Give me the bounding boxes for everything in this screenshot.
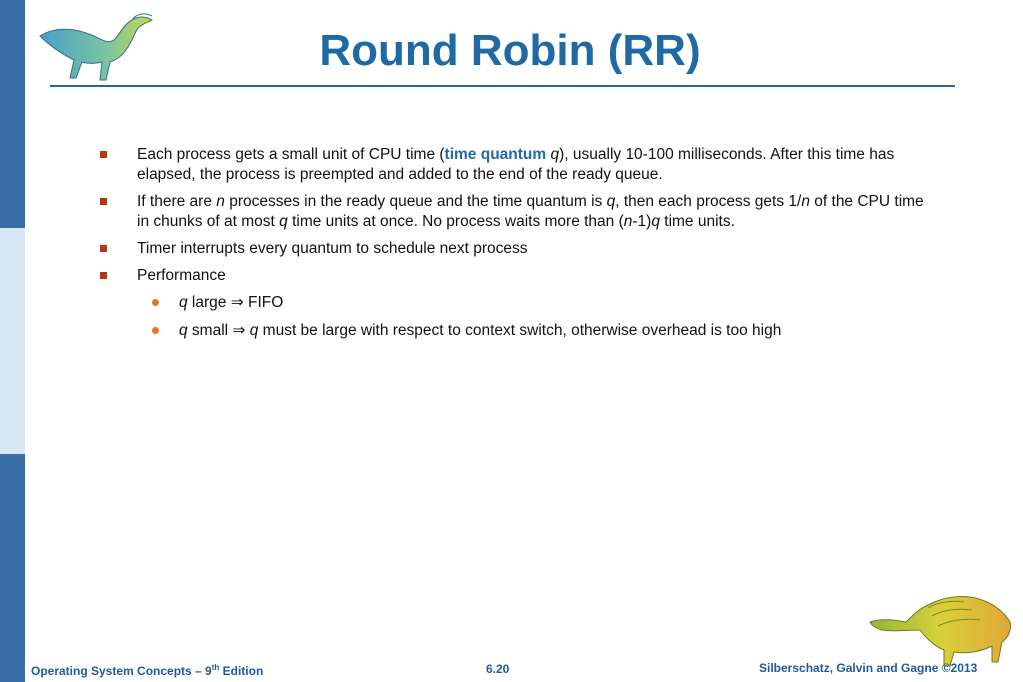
square-bullet-icon [100, 245, 107, 252]
variable-n: n [801, 193, 810, 210]
slide-content [100, 145, 940, 349]
square-bullet-icon [100, 151, 107, 158]
bullet-text: Each process gets a small unit of CPU time ( [137, 146, 445, 163]
bullet-text: time units. [659, 213, 735, 230]
variable-q: q [179, 322, 188, 339]
dinosaur-logo-bottom [868, 582, 1016, 668]
bullet-timer-interrupts [100, 239, 940, 259]
implies-arrow-icon: ⇒ [232, 322, 246, 339]
footer-slide-number: 6.20 [486, 662, 510, 676]
square-bullet-icon [100, 272, 107, 279]
sub-bullet-q-large [100, 293, 940, 313]
highlighted-term: time quantum [444, 146, 547, 163]
bullet-text: -1) [632, 213, 652, 230]
sub-bullet-q-small [100, 321, 940, 341]
variable-q: q [179, 294, 188, 311]
bullet-ready-queue [100, 192, 940, 232]
bullet-text: small [187, 322, 233, 339]
bullet-text: of the CPU time in chunks of at most [137, 193, 924, 230]
bullet-text: ), usually 10-100 milliseconds. After this time has elapsed, the process is preempted and added to the end of the ready queue. [137, 146, 895, 183]
slide-title: Round Robin (RR) [319, 26, 701, 75]
bullet-text: time units at once. No process waits more than ( [287, 213, 624, 230]
square-bullet-icon [100, 198, 107, 205]
bullet-text: If there are [137, 193, 217, 210]
bullet-text: processes in the ready queue and the time quantum is [224, 193, 607, 210]
bullet-text: large [187, 294, 231, 311]
sidebar-band-bottom [0, 454, 25, 682]
variable-q: q [550, 146, 560, 163]
sidebar-band-top [0, 0, 25, 228]
title-underline [50, 85, 955, 87]
variable-n: n [623, 213, 633, 230]
variable-q: q [651, 213, 660, 230]
sidebar-band-middle [0, 228, 25, 454]
bullet-text: , then each process gets 1/ [615, 193, 802, 210]
footer-authors: Silberschatz, Galvin and Gagne ©2013 [759, 661, 978, 675]
dinosaur-logo-top [36, 6, 158, 84]
bullet-time-quantum [100, 145, 940, 185]
footer-book-title: Operating System Concepts – 9th Edition [31, 663, 264, 678]
round-bullet-icon [152, 299, 159, 306]
bullet-performance [100, 266, 940, 286]
variable-n: n [216, 193, 225, 210]
bullet-text: must be large with respect to context switch, otherwise overhead is too high [258, 322, 782, 339]
left-sidebar [0, 0, 25, 682]
bullet-text: Timer interrupts every quantum to schedule next process [137, 240, 528, 257]
implies-arrow-icon: ⇒ [230, 294, 244, 311]
round-bullet-icon [152, 327, 159, 334]
bullet-text: FIFO [243, 294, 284, 311]
variable-q: q [279, 213, 288, 230]
variable-q: q [606, 193, 616, 210]
variable-q: q [245, 322, 259, 339]
bullet-text: Performance [137, 267, 226, 284]
